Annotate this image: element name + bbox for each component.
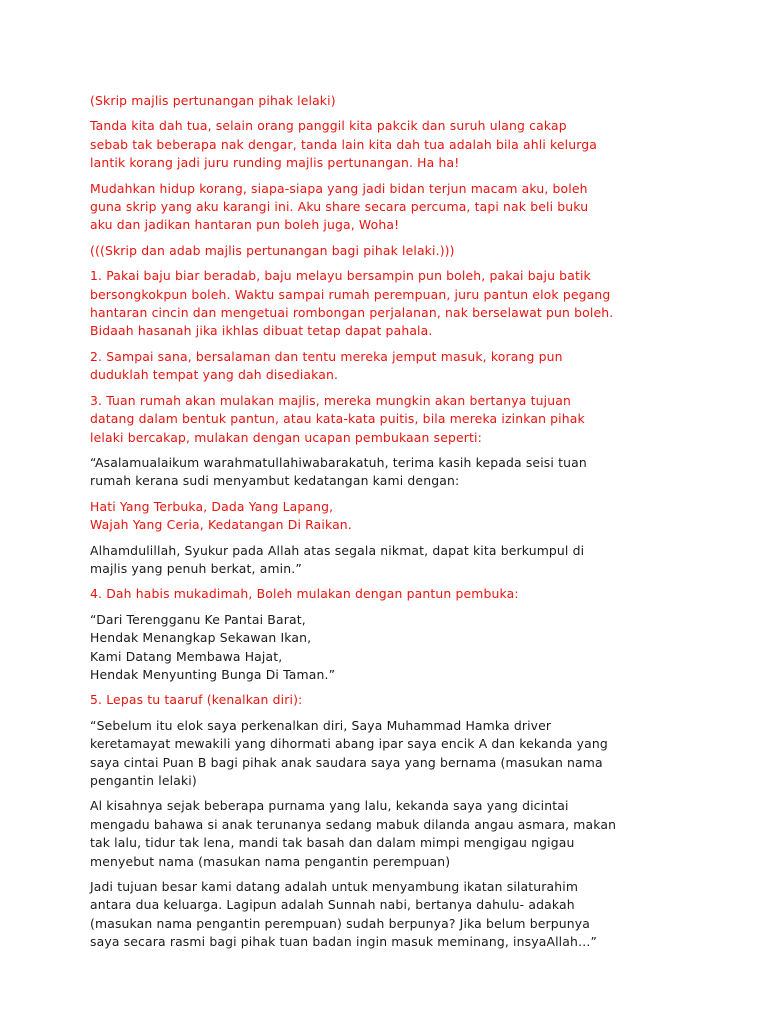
intro-paragraph-1: Tanda kita dah tua, selain orang panggil kita pakcik dan suruh ulang cakap sebab tak beberapa nak dengar, tanda lain kita dah tua adalah bila ahli kelurga lantik korang jadi juru runding majlis pertunangan. Ha ha! [90, 118, 598, 171]
opening-speech: “Asalamualaikum warahmatullahiwabarakatuh, terima kasih kepada seisi tuan rumah kerana sudi menyambut kedatangan kami dengan: [90, 454, 587, 489]
step-5-paragraph: 5. Lepas tu taaruf (kenalkan diri): [90, 692, 303, 708]
document-page [90, 92, 690, 959]
gratitude-paragraph: Alhamdulillah, Syukur pada Allah atas segala nikmat, dapat kita berkumpul di majlis yang penuh berkat, amin.” [90, 542, 585, 576]
step-2-paragraph: 2. Sampai sana, bersalaman dan tentu mereka jemput masuk, korang pun duduklah tempat yang dah disediakan. [90, 348, 563, 383]
step-4-paragraph: 4. Dah habis mukadimah, Boleh mulakan dengan pantun pembuka: [90, 586, 519, 602]
step-3-paragraph: 3. Tuan rumah akan mulakan majlis, mereka mungkin akan bertanya tujuan datang dalam bentuk pantun, atau kata-kata puitis, bila mereka izinkan pihak lelaki bercakap, mulakan dengan ucapan pembukaan seperti: [90, 392, 585, 445]
section-heading: (((Skrip dan adab majlis pertunangan bagi pihak lelaki.))) [90, 242, 455, 258]
step-1-paragraph: 1. Pakai baju biar beradab, baju melayu bersampin pun boleh, pakai baju batik bersongkokpun boleh. Waktu sampai rumah perempuan, juru pantun elok pegang hantaran cincin dan mengetuai rombongan perjalanan, nak berselawat pun boleh. Bidaah hasanah jika ikhlas dibuat tetap dapat pahala. [90, 268, 614, 339]
script-title: (Skrip majlis pertunangan pihak lelaki) [90, 93, 336, 108]
opening-pantun: “Dari Terengganu Ke Pantai Barat, Hendak Menangkap Sekawan Ikan, Kami Datang Membawa Hajat, Hendak Menyunting Bunga Di Taman.” [90, 611, 336, 682]
proposal-paragraph: Jadi tujuan besar kami datang adalah untuk menyambung ikatan silaturahim antara dua keluarga. Lagipun adalah Sunnah nabi, bertanya dahulu- adakah (masukan nama pengantin perempuan) sudah berpunya? Jika belum berpunya saya secara rasmi bagi pihak tuan badan ingin masuk meminang, insyaAllah…” [90, 879, 598, 950]
intro-paragraph-2: Mudahkan hidup korang, siapa-siapa yang jadi bidan terjun macam aku, boleh guna skrip yang aku karangi ini. Aku share secara percuma, tapi nak beli buku aku dan jadikan hantaran pun boleh juga, Woha! [90, 180, 589, 233]
welcome-pantun: Hati Yang Terbuka, Dada Yang Lapang, Wajah Yang Ceria, Kedatangan Di Raikan. [90, 498, 352, 533]
story-paragraph: Al kisahnya sejak beberapa purnama yang lalu, kekanda saya yang dicintai mengadu bahawa si anak terunanya sedang mabuk dilanda angau asmara, makan tak lalu, tidur tak lena, mandi tak basah dan dalam mimpi mengigau ngigau menyebut nama (masukan nama pengantin perempuan) [90, 798, 617, 869]
introduction-speech: “Sebelum itu elok saya perkenalkan diri, Saya Muhammad Hamka driver keretamayat mewakili yang dihormati abang ipar saya encik A dan kekanda yang saya cintai Puan B bagi pihak anak saudara saya yang bernama (masukan nama pengantin lelaki) [90, 717, 608, 788]
